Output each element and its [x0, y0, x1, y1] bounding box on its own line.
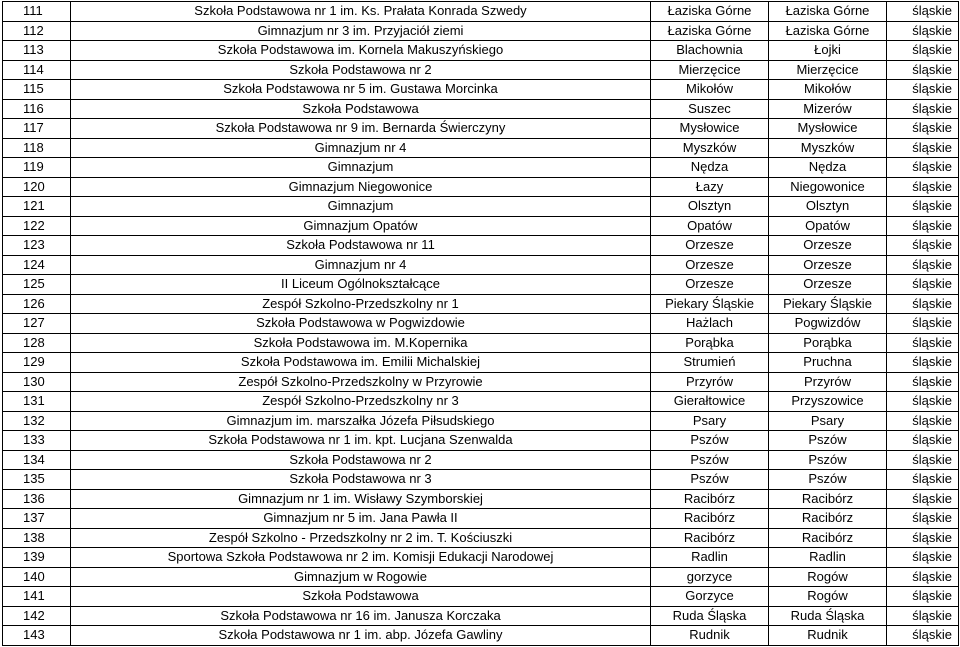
- cell-school-name: Szkoła Podstawowa nr 3: [71, 470, 651, 490]
- table-row: [3, 216, 959, 236]
- cell-municipality: Ruda Śląska: [651, 606, 769, 626]
- table-row: [3, 489, 959, 509]
- schools-table-body: [3, 2, 959, 646]
- cell-voivodeship: śląskie: [887, 489, 959, 509]
- cell-school-name: Szkoła Podstawowa nr 2: [71, 450, 651, 470]
- cell-school-name: Szkoła Podstawowa: [71, 99, 651, 119]
- cell-locality: Pszów: [769, 450, 887, 470]
- table-row: [3, 275, 959, 295]
- cell-locality: Rogów: [769, 587, 887, 607]
- table-row: [3, 567, 959, 587]
- cell-municipality: gorzyce: [651, 567, 769, 587]
- cell-municipality: Gorzyce: [651, 587, 769, 607]
- cell-voivodeship: śląskie: [887, 275, 959, 295]
- cell-voivodeship: śląskie: [887, 99, 959, 119]
- cell-school-name: Szkoła Podstawowa nr 2: [71, 60, 651, 80]
- table-row: [3, 606, 959, 626]
- cell-school-name: Sportowa Szkoła Podstawowa nr 2 im. Komisji Edukacji Narodowej: [71, 548, 651, 568]
- cell-voivodeship: śląskie: [887, 177, 959, 197]
- cell-voivodeship: śląskie: [887, 626, 959, 646]
- table-row: [3, 548, 959, 568]
- cell-number: 121: [3, 197, 71, 217]
- table-row: [3, 255, 959, 275]
- cell-school-name: Szkoła Podstawowa im. M.Kopernika: [71, 333, 651, 353]
- table-row: [3, 99, 959, 119]
- table-row: [3, 119, 959, 139]
- cell-locality: Rudnik: [769, 626, 887, 646]
- cell-number: 139: [3, 548, 71, 568]
- cell-locality: Łaziska Górne: [769, 21, 887, 41]
- cell-voivodeship: śląskie: [887, 470, 959, 490]
- table-row: [3, 431, 959, 451]
- table-row: [3, 236, 959, 256]
- cell-school-name: Szkoła Podstawowa nr 1 im. kpt. Lucjana Szenwalda: [71, 431, 651, 451]
- cell-number: 118: [3, 138, 71, 158]
- cell-school-name: Gimnazjum nr 5 im. Jana Pawła II: [71, 509, 651, 529]
- table-row: [3, 450, 959, 470]
- table-row: [3, 392, 959, 412]
- cell-municipality: Porąbka: [651, 333, 769, 353]
- cell-municipality: Opatów: [651, 216, 769, 236]
- cell-school-name: Zespół Szkolno-Przedszkolny nr 3: [71, 392, 651, 412]
- schools-table: [2, 1, 959, 646]
- cell-voivodeship: śląskie: [887, 606, 959, 626]
- cell-municipality: Łaziska Górne: [651, 2, 769, 22]
- cell-voivodeship: śląskie: [887, 353, 959, 373]
- table-row: [3, 353, 959, 373]
- cell-locality: Nędza: [769, 158, 887, 178]
- cell-number: 142: [3, 606, 71, 626]
- cell-number: 123: [3, 236, 71, 256]
- cell-number: 133: [3, 431, 71, 451]
- cell-school-name: Gimnazjum im. marszałka Józefa Piłsudskiego: [71, 411, 651, 431]
- cell-school-name: II Liceum Ogólnokształcące: [71, 275, 651, 295]
- cell-school-name: Szkoła Podstawowa nr 11: [71, 236, 651, 256]
- cell-number: 136: [3, 489, 71, 509]
- cell-number: 130: [3, 372, 71, 392]
- cell-school-name: Gimnazjum: [71, 158, 651, 178]
- table-row: [3, 626, 959, 646]
- cell-locality: Pogwizdów: [769, 314, 887, 334]
- cell-number: 143: [3, 626, 71, 646]
- cell-voivodeship: śląskie: [887, 21, 959, 41]
- cell-school-name: Szkoła Podstawowa nr 1 im. abp. Józefa Gawliny: [71, 626, 651, 646]
- cell-municipality: Radlin: [651, 548, 769, 568]
- cell-municipality: Racibórz: [651, 528, 769, 548]
- cell-locality: Opatów: [769, 216, 887, 236]
- table-row: [3, 2, 959, 22]
- cell-number: 127: [3, 314, 71, 334]
- table-row: [3, 528, 959, 548]
- cell-voivodeship: śląskie: [887, 216, 959, 236]
- cell-voivodeship: śląskie: [887, 411, 959, 431]
- cell-number: 124: [3, 255, 71, 275]
- cell-locality: Psary: [769, 411, 887, 431]
- cell-number: 131: [3, 392, 71, 412]
- cell-municipality: Strumień: [651, 353, 769, 373]
- cell-voivodeship: śląskie: [887, 314, 959, 334]
- cell-voivodeship: śląskie: [887, 255, 959, 275]
- cell-number: 116: [3, 99, 71, 119]
- cell-voivodeship: śląskie: [887, 60, 959, 80]
- cell-voivodeship: śląskie: [887, 41, 959, 61]
- cell-voivodeship: śląskie: [887, 528, 959, 548]
- cell-school-name: Zespół Szkolno-Przedszkolny w Przyrowie: [71, 372, 651, 392]
- cell-locality: Orzesze: [769, 275, 887, 295]
- cell-locality: Przyszowice: [769, 392, 887, 412]
- table-row: [3, 314, 959, 334]
- cell-school-name: Zespół Szkolno-Przedszkolny nr 1: [71, 294, 651, 314]
- cell-locality: Przyrów: [769, 372, 887, 392]
- table-row: [3, 138, 959, 158]
- cell-voivodeship: śląskie: [887, 548, 959, 568]
- cell-school-name: Gimnazjum nr 4: [71, 138, 651, 158]
- cell-municipality: Gierałtowice: [651, 392, 769, 412]
- cell-number: 111: [3, 2, 71, 22]
- cell-municipality: Racibórz: [651, 489, 769, 509]
- cell-number: 114: [3, 60, 71, 80]
- cell-number: 122: [3, 216, 71, 236]
- cell-voivodeship: śląskie: [887, 333, 959, 353]
- cell-number: 112: [3, 21, 71, 41]
- cell-voivodeship: śląskie: [887, 372, 959, 392]
- cell-school-name: Szkoła Podstawowa nr 5 im. Gustawa Morcinka: [71, 80, 651, 100]
- cell-municipality: Orzesze: [651, 275, 769, 295]
- cell-number: 140: [3, 567, 71, 587]
- cell-locality: Olsztyn: [769, 197, 887, 217]
- cell-number: 137: [3, 509, 71, 529]
- cell-number: 138: [3, 528, 71, 548]
- cell-number: 132: [3, 411, 71, 431]
- cell-municipality: Łazy: [651, 177, 769, 197]
- cell-number: 119: [3, 158, 71, 178]
- cell-locality: Niegowonice: [769, 177, 887, 197]
- table-row: [3, 60, 959, 80]
- cell-municipality: Hażlach: [651, 314, 769, 334]
- cell-school-name: Gimnazjum Opatów: [71, 216, 651, 236]
- cell-number: 115: [3, 80, 71, 100]
- cell-voivodeship: śląskie: [887, 431, 959, 451]
- cell-locality: Orzesze: [769, 236, 887, 256]
- cell-number: 141: [3, 587, 71, 607]
- table-row: [3, 177, 959, 197]
- cell-locality: Racibórz: [769, 528, 887, 548]
- cell-municipality: Pszów: [651, 470, 769, 490]
- cell-school-name: Szkoła Podstawowa nr 9 im. Bernarda Świerczyny: [71, 119, 651, 139]
- cell-locality: Mierzęcice: [769, 60, 887, 80]
- cell-school-name: Szkoła Podstawowa nr 16 im. Janusza Korczaka: [71, 606, 651, 626]
- cell-locality: Pszów: [769, 470, 887, 490]
- cell-school-name: Gimnazjum nr 4: [71, 255, 651, 275]
- cell-school-name: Szkoła Podstawowa: [71, 587, 651, 607]
- cell-voivodeship: śląskie: [887, 587, 959, 607]
- table-row: [3, 333, 959, 353]
- cell-school-name: Szkoła Podstawowa im. Kornela Makuszyńskiego: [71, 41, 651, 61]
- cell-school-name: Gimnazjum Niegowonice: [71, 177, 651, 197]
- cell-school-name: Gimnazjum nr 1 im. Wisławy Szymborskiej: [71, 489, 651, 509]
- cell-school-name: Zespół Szkolno - Przedszkolny nr 2 im. T. Kościuszki: [71, 528, 651, 548]
- table-row: [3, 411, 959, 431]
- table-row: [3, 80, 959, 100]
- cell-school-name: Szkoła Podstawowa w Pogwizdowie: [71, 314, 651, 334]
- cell-municipality: Łaziska Górne: [651, 21, 769, 41]
- cell-municipality: Rudnik: [651, 626, 769, 646]
- cell-locality: Piekary Śląskie: [769, 294, 887, 314]
- cell-locality: Porąbka: [769, 333, 887, 353]
- cell-locality: Pszów: [769, 431, 887, 451]
- cell-municipality: Olsztyn: [651, 197, 769, 217]
- cell-municipality: Myszków: [651, 138, 769, 158]
- cell-municipality: Piekary Śląskie: [651, 294, 769, 314]
- cell-locality: Mizerów: [769, 99, 887, 119]
- cell-voivodeship: śląskie: [887, 450, 959, 470]
- cell-locality: Racibórz: [769, 509, 887, 529]
- table-row: [3, 21, 959, 41]
- cell-municipality: Orzesze: [651, 236, 769, 256]
- cell-voivodeship: śląskie: [887, 197, 959, 217]
- cell-municipality: Psary: [651, 411, 769, 431]
- cell-locality: Racibórz: [769, 489, 887, 509]
- table-row: [3, 509, 959, 529]
- cell-number: 129: [3, 353, 71, 373]
- table-row: [3, 158, 959, 178]
- cell-number: 120: [3, 177, 71, 197]
- table-row: [3, 41, 959, 61]
- cell-locality: Rogów: [769, 567, 887, 587]
- cell-voivodeship: śląskie: [887, 158, 959, 178]
- cell-school-name: Szkoła Podstawowa nr 1 im. Ks. Prałata Konrada Szwedy: [71, 2, 651, 22]
- cell-voivodeship: śląskie: [887, 2, 959, 22]
- cell-school-name: Gimnazjum nr 3 im. Przyjaciół ziemi: [71, 21, 651, 41]
- table-row: [3, 294, 959, 314]
- cell-municipality: Przyrów: [651, 372, 769, 392]
- cell-municipality: Suszec: [651, 99, 769, 119]
- cell-number: 117: [3, 119, 71, 139]
- cell-locality: Mikołów: [769, 80, 887, 100]
- cell-municipality: Pszów: [651, 450, 769, 470]
- table-row: [3, 372, 959, 392]
- cell-locality: Pruchna: [769, 353, 887, 373]
- cell-voivodeship: śląskie: [887, 567, 959, 587]
- cell-number: 113: [3, 41, 71, 61]
- cell-municipality: Blachownia: [651, 41, 769, 61]
- cell-locality: Orzesze: [769, 255, 887, 275]
- cell-school-name: Gimnazjum w Rogowie: [71, 567, 651, 587]
- cell-voivodeship: śląskie: [887, 119, 959, 139]
- cell-municipality: Racibórz: [651, 509, 769, 529]
- cell-voivodeship: śląskie: [887, 138, 959, 158]
- table-row: [3, 587, 959, 607]
- cell-municipality: Mysłowice: [651, 119, 769, 139]
- cell-number: 135: [3, 470, 71, 490]
- cell-school-name: Szkoła Podstawowa im. Emilii Michalskiej: [71, 353, 651, 373]
- cell-voivodeship: śląskie: [887, 509, 959, 529]
- cell-locality: Myszków: [769, 138, 887, 158]
- cell-municipality: Orzesze: [651, 255, 769, 275]
- cell-municipality: Nędza: [651, 158, 769, 178]
- cell-voivodeship: śląskie: [887, 80, 959, 100]
- cell-voivodeship: śląskie: [887, 392, 959, 412]
- cell-locality: Mysłowice: [769, 119, 887, 139]
- table-row: [3, 470, 959, 490]
- cell-municipality: Mierzęcice: [651, 60, 769, 80]
- cell-voivodeship: śląskie: [887, 294, 959, 314]
- cell-number: 125: [3, 275, 71, 295]
- cell-municipality: Mikołów: [651, 80, 769, 100]
- cell-locality: Łojki: [769, 41, 887, 61]
- cell-municipality: Pszów: [651, 431, 769, 451]
- cell-school-name: Gimnazjum: [71, 197, 651, 217]
- cell-number: 126: [3, 294, 71, 314]
- cell-number: 134: [3, 450, 71, 470]
- table-row: [3, 197, 959, 217]
- cell-locality: Łaziska Górne: [769, 2, 887, 22]
- cell-number: 128: [3, 333, 71, 353]
- cell-locality: Ruda Śląska: [769, 606, 887, 626]
- cell-locality: Radlin: [769, 548, 887, 568]
- cell-voivodeship: śląskie: [887, 236, 959, 256]
